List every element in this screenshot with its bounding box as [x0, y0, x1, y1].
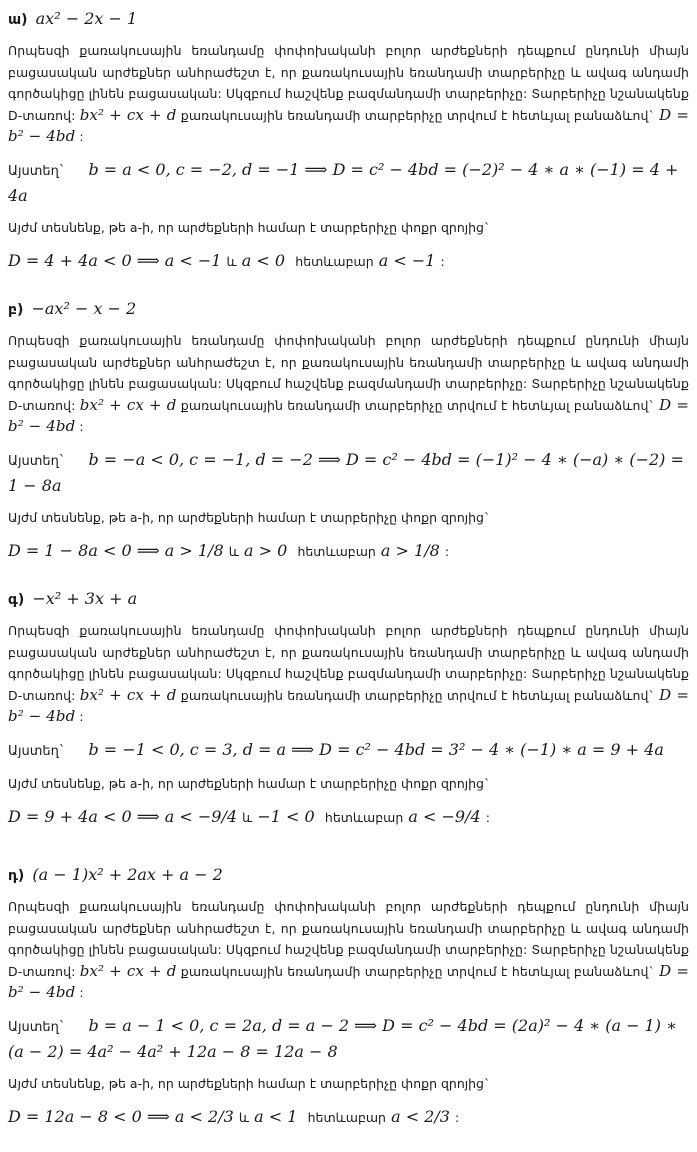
problem-expression: −ax² − x − 2: [31, 299, 137, 318]
result-line: [8, 534, 689, 568]
condition-note: Այժմ տեսնենք, թե a-ի, որ արժեքների համար է տարբերիչը փոքր զրոյից`: [8, 775, 491, 791]
derivation-line: [8, 448, 689, 498]
discriminant-formula: D = b² − 4bd: [8, 395, 690, 435]
problem-section-d: [8, 860, 689, 1148]
problem-heading: [8, 4, 689, 34]
here-label: Այստեղ`: [8, 743, 66, 759]
explanation-paragraph: [8, 896, 689, 1004]
result-line: [8, 244, 689, 278]
problem-letter: գ): [8, 592, 25, 608]
formula-end: :: [79, 419, 84, 434]
condition-note: Այժմ տեսնենք, թե a-ի, որ արժեքների համար է տարբերիչը փոքր զրոյից`: [8, 1075, 491, 1091]
condition-note: Այժմ տեսնենք, թե a-ի, որ արժեքների համար է տարբերիչը փոքր զրոյից`: [8, 509, 491, 525]
explanation-text: Որպեսզի քառակուսային եռանդամը փոփոխականի բոլոր արժեքների դեպքում ընդունի միայն բացասական արժեքներ անհրաժեշտ է, որ քառակուսային եռանդամի տարբերիչը և ավագ անդամի գործակիցը լինեն բացասական: Սկզբում հաշվենք բազմանդամի տարբերիչը: Տարբերիչը նշանակենք D-տառով:: [8, 43, 689, 123]
result-line: [8, 800, 689, 834]
here-label: Այստեղ`: [8, 1019, 66, 1035]
explanation-tail: քառակուսային եռանդամի տարբերիչը տրվում է հետևյալ բանաձևով`: [180, 107, 655, 123]
problem-section-a: [8, 4, 689, 294]
explanation-tail: քառակուսային եռանդամի տարբերիչը տրվում է հետևյալ բանաձևով`: [180, 687, 655, 703]
hence-word: հետևաբար: [295, 253, 374, 269]
problem-expression: (a − 1)x² + 2ax + a − 2: [32, 865, 223, 884]
final-answer: a < 2/3: [391, 1106, 450, 1126]
result-inequality: D = 1 − 8a < 0 ⟹ a > 1/8: [8, 540, 224, 560]
problem-letter: բ): [8, 302, 24, 318]
sentence-end: :: [444, 543, 450, 559]
hence-word: հետևաբար: [324, 809, 404, 825]
derivation-equation: b = −a < 0, c = −1, d = −2 ⟹ D = c² − 4bd = (−1)² − 4 ∗ (−a) ∗ (−2) = 1 − 8a: [8, 449, 684, 495]
problem-heading: [8, 860, 689, 890]
derivation-equation: b = a − 1 < 0, c = 2a, d = a − 2 ⟹ D = c² − 4bd = (2a)² − 4 ∗ (a − 1) ∗ (a − 2) = 4a² − 4a² + 12a − 8 = 12a − 8: [8, 1015, 677, 1061]
final-answer: a > 1/8: [380, 540, 440, 560]
discriminant-formula: D = b² − 4bd: [8, 105, 690, 145]
final-answer: a < −9/4: [408, 806, 481, 826]
hence-word: հետևաբար: [297, 543, 376, 559]
here-label: Այստեղ`: [8, 453, 66, 469]
result-inequality: D = 4 + 4a < 0 ⟹ a < −1: [8, 250, 222, 270]
explanation-tail: քառակուսային եռանդամի տարբերիչը տրվում է հետևյալ բանաձևով`: [180, 963, 655, 979]
problem-letter: ա): [8, 12, 28, 28]
discriminant-formula: D = b² − 4bd: [8, 961, 690, 1001]
problem-section-b: [8, 294, 689, 584]
result-condition: a > 0: [243, 540, 288, 560]
trinomial-form: bx² + cx + d: [79, 961, 177, 980]
explanation-tail: քառակուսային եռանդամի տարբերիչը տրվում է հետևյալ բանաձևով`: [180, 397, 655, 413]
result-inequality: D = 9 + 4a < 0 ⟹ a < −9/4: [8, 806, 238, 826]
problem-expression: −x² + 3x + a: [32, 589, 138, 608]
derivation-line: [8, 1014, 689, 1064]
explanation-text: Որպեսզի քառակուսային եռանդամը փոփոխականի բոլոր արժեքների դեպքում ընդունի միայն բացասական արժեքներ անհրաժեշտ է, որ քառակուսային եռանդամի տարբերիչը և ավագ անդամի գործակիցը լինեն բացասական: Սկզբում հաշվենք բազմանդամի տարբերիչը: Տարբերիչը նշանակենք D-տառով:: [8, 333, 689, 413]
result-condition: −1 < 0: [257, 806, 315, 826]
formula-end: :: [79, 129, 84, 144]
derivation-equation: b = a < 0, c = −2, d = −1 ⟹ D = c² − 4bd = (−2)² − 4 ∗ a ∗ (−1) = 4 + 4a: [8, 159, 679, 205]
trinomial-form: bx² + cx + d: [79, 105, 177, 124]
problem-section-c: [8, 584, 689, 860]
final-answer: a < −1: [378, 250, 436, 270]
derivation-line: [8, 738, 689, 764]
explanation-paragraph: [8, 40, 689, 148]
sentence-end: :: [440, 253, 445, 269]
explanation-text: Որպեսզի քառակուսային եռանդամը փոփոխականի բոլոր արժեքների դեպքում ընդունի միայն բացասական արժեքներ անհրաժեշտ է, որ քառակուսային եռանդամի տարբերիչը և ավագ անդամի գործակիցը լինեն բացասական: Սկզբում հաշվենք բազմանդամի տարբերիչը: Տարբերիչը նշանակենք D-տառով:: [8, 623, 689, 703]
and-word: և: [238, 1109, 250, 1125]
formula-end: :: [79, 709, 84, 724]
and-word: և: [226, 253, 237, 269]
sentence-end: :: [455, 1109, 460, 1125]
explanation-paragraph: [8, 620, 689, 728]
explanation-text: Որպեսզի քառակուսային եռանդամը փոփոխականի բոլոր արժեքների դեպքում ընդունի միայն բացասական արժեքներ անհրաժեշտ է, որ քառակուսային եռանդամի տարբերիչը և ավագ անդամի գործակիցը լինեն բացասական: Սկզբում հաշվենք բազմանդամի տարբերիչը: Տարբերիչը նշանակենք D-տառով:: [8, 899, 689, 979]
condition-note: Այժմ տեսնենք, թե a-ի, որ արժեքների համար է տարբերիչը փոքր զրոյից`: [8, 219, 491, 235]
result-line: [8, 1100, 689, 1134]
problem-heading: [8, 584, 689, 614]
sentence-end: :: [485, 809, 490, 825]
formula-end: :: [79, 985, 84, 1000]
and-word: և: [228, 543, 239, 559]
hence-word: հետևաբար: [307, 1109, 386, 1125]
derivation-equation: b = −1 < 0, c = 3, d = a ⟹ D = c² − 4bd = 3² − 4 ∗ (−1) ∗ a = 9 + 4a: [88, 739, 664, 759]
trinomial-form: bx² + cx + d: [79, 685, 177, 704]
discriminant-formula: D = b² − 4bd: [8, 685, 690, 725]
derivation-line: [8, 158, 689, 208]
problem-expression: ax² − 2x − 1: [35, 9, 138, 28]
trinomial-form: bx² + cx + d: [79, 395, 177, 414]
explanation-paragraph: [8, 330, 689, 438]
here-label: Այստեղ`: [8, 163, 66, 179]
result-condition: a < 1: [254, 1106, 298, 1126]
and-word: և: [242, 809, 253, 825]
result-inequality: D = 12a − 8 < 0 ⟹ a < 2/3: [8, 1106, 234, 1126]
problem-heading: [8, 294, 689, 324]
problem-letter: դ): [8, 868, 25, 884]
result-condition: a < 0: [241, 250, 286, 270]
